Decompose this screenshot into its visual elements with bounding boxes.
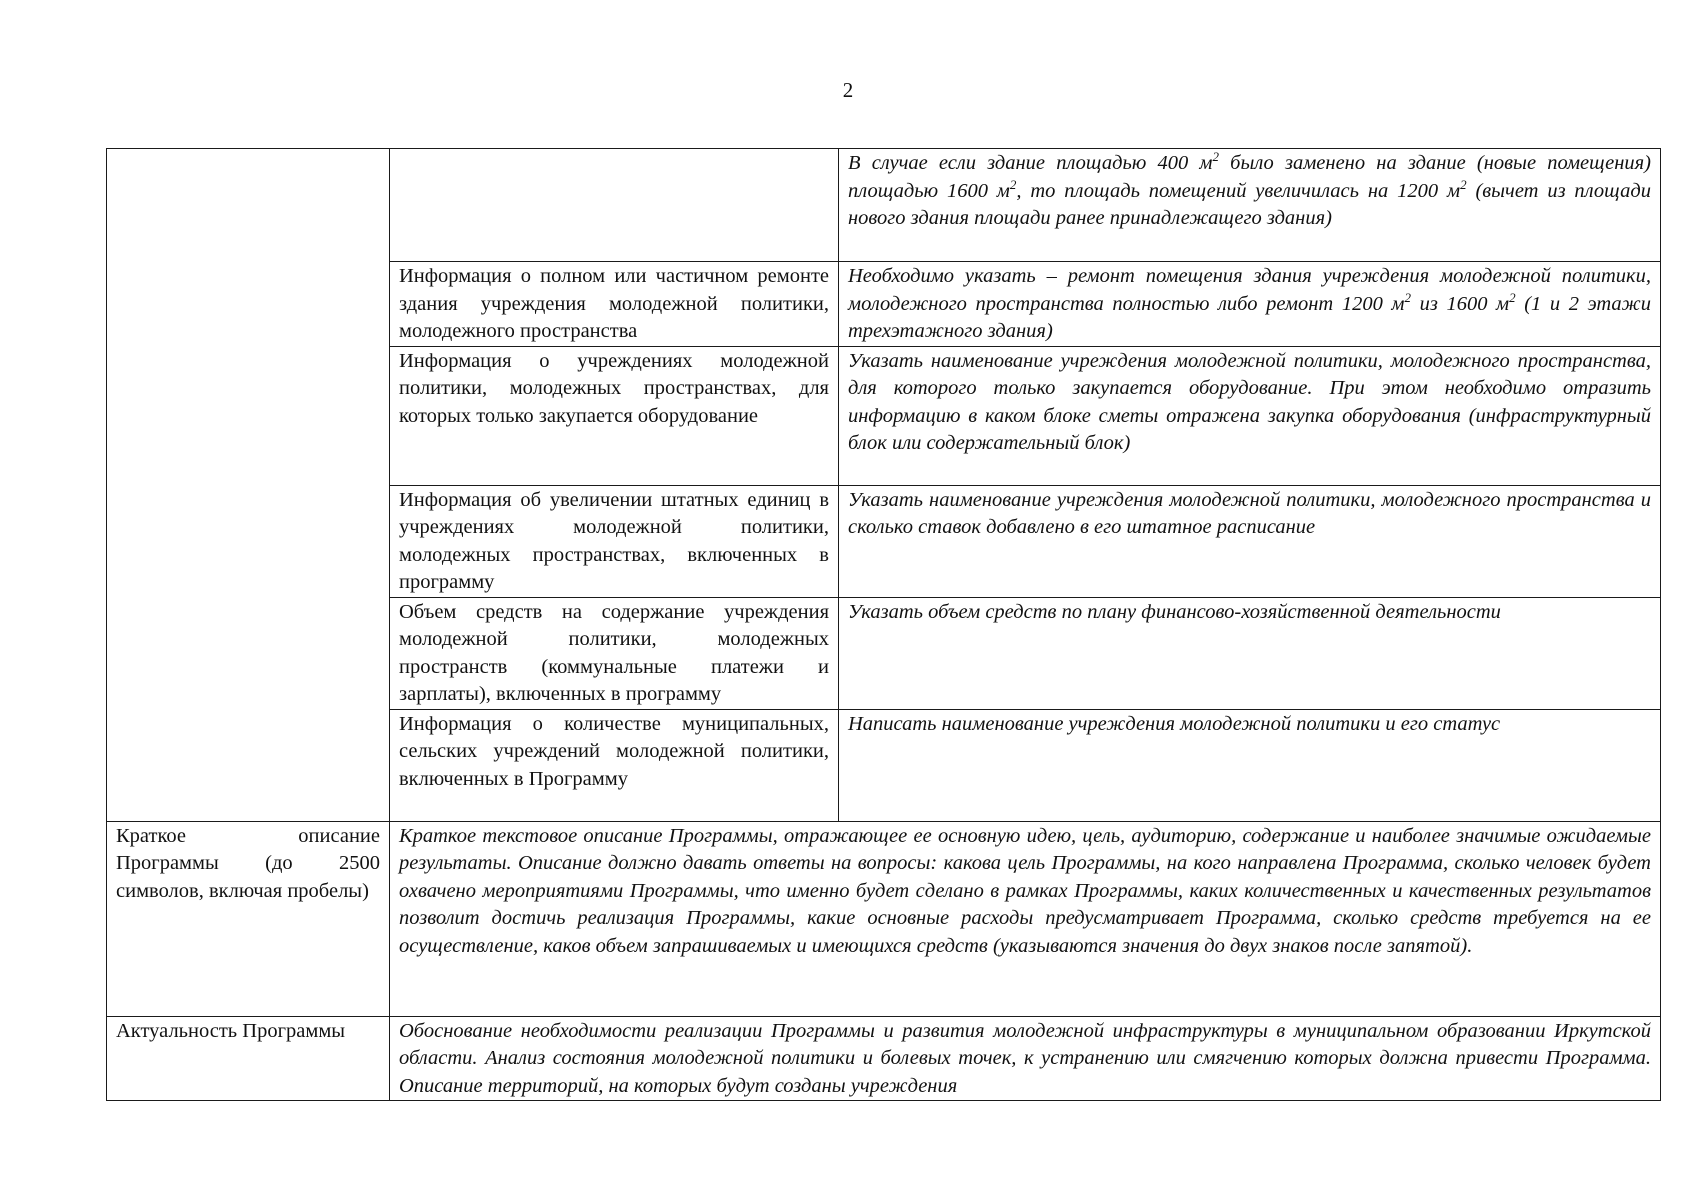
guidance-cell: Указать наименование учреждения молодежной политики, молодежного пространства, для которого только закупается оборудование. При этом необходимо отразить информацию в каком блоке сметы отражена закупка оборудования (инфраструктурный блок или содержательный блок): [839, 346, 1661, 485]
guidance-cell: Обоснование необходимости реализации Программы и развития молодежной инфраструктуры в муниципальном образовании Иркутской области. Анализ состояния молодежной политики и болевых точек, к устранению или смягчению которых должна привести Программа. Описание территорий, на которых будут созданы учреждения: [390, 1016, 1661, 1101]
page-number: 2: [842, 78, 854, 102]
table-row: [107, 1016, 1661, 1101]
indicator-cell: Информация о количестве муниципальных, сельских учреждений молодежной политики, включенных в Программу: [390, 709, 839, 821]
guidance-text: В случае если здание площадью 400 м: [848, 152, 1213, 174]
guidance-text: , то площадь помещений увеличилась на 1200 м: [1016, 179, 1461, 202]
indicator-cell: [390, 149, 839, 262]
guidance-cell: [839, 262, 1661, 347]
table-row: [107, 149, 1661, 262]
application-form-table: [106, 148, 1661, 1101]
section-label-cell: [107, 149, 390, 822]
guidance-cell: Указать наименование учреждения молодежной политики, молодежного пространства и сколько ставок добавлено в его штатное расписание: [839, 485, 1661, 597]
guidance-cell: [839, 149, 1661, 262]
superscript: 2: [1460, 176, 1467, 192]
superscript: 2: [1009, 176, 1017, 192]
guidance-text: (вычет из площади нового здания площади ранее принадлежащего здания): [848, 179, 1651, 229]
indicator-cell: Объем средств на содержание учреждения молодежной политики, молодежных пространств (коммунальные платежи и зарплаты), включенных в программу: [390, 597, 839, 709]
guidance-text: (1 и 2 этажи трехэтажного здания): [848, 292, 1651, 342]
guidance-text: было заменено на здание (новые помещения) площадью 1600 м: [848, 152, 1651, 202]
superscript: 2: [1509, 289, 1516, 305]
section-label-cell: Краткое описание Программы (до 2500 символов, включая пробелы): [107, 821, 390, 1016]
indicator-cell: Информация об увеличении штатных единиц в учреждениях молодежной политики, молодежных пространствах, включенных в программу: [390, 485, 839, 597]
table-row: [107, 821, 1661, 1016]
guidance-text: Необходимо указать – ремонт помещения здания учреждения молодежной политики, молодежного пространства полностью либо ремонт 1200 м: [848, 265, 1651, 315]
superscript: 2: [1404, 289, 1411, 305]
guidance-cell: Указать объем средств по плану финансово-хозяйственной деятельности: [839, 597, 1661, 709]
guidance-cell: Написать наименование учреждения молодежной политики и его статус: [839, 709, 1661, 821]
indicator-cell: Информация о учреждениях молодежной политики, молодежных пространствах, для которых только закупается оборудование: [390, 346, 839, 485]
indicator-cell: Информация о полном или частичном ремонте здания учреждения молодежной политики, молодежного пространства: [390, 262, 839, 347]
superscript: 2: [1212, 149, 1219, 165]
guidance-cell: Краткое текстовое описание Программы, отражающее ее основную идею, цель, аудиторию, содержание и наиболее значимые ожидаемые результаты. Описание должно давать ответы на вопросы: какова цель Программы, на кого направлена Программа, сколько человек будет охвачено мероприятиями Программы, что именно будет сделано в рамках Программы, каких количественных и качественных результатов позволит достичь реализация Программы, какие основные расходы предусматривает Программа, сколько средств требуется на ее осуществление, каков объем запрашиваемых и имеющихся средств (указываются значения до двух знаков после запятой).: [390, 821, 1661, 1016]
guidance-text: из 1600 м: [1411, 292, 1510, 315]
section-label-cell: Актуальность Программы: [107, 1016, 390, 1101]
